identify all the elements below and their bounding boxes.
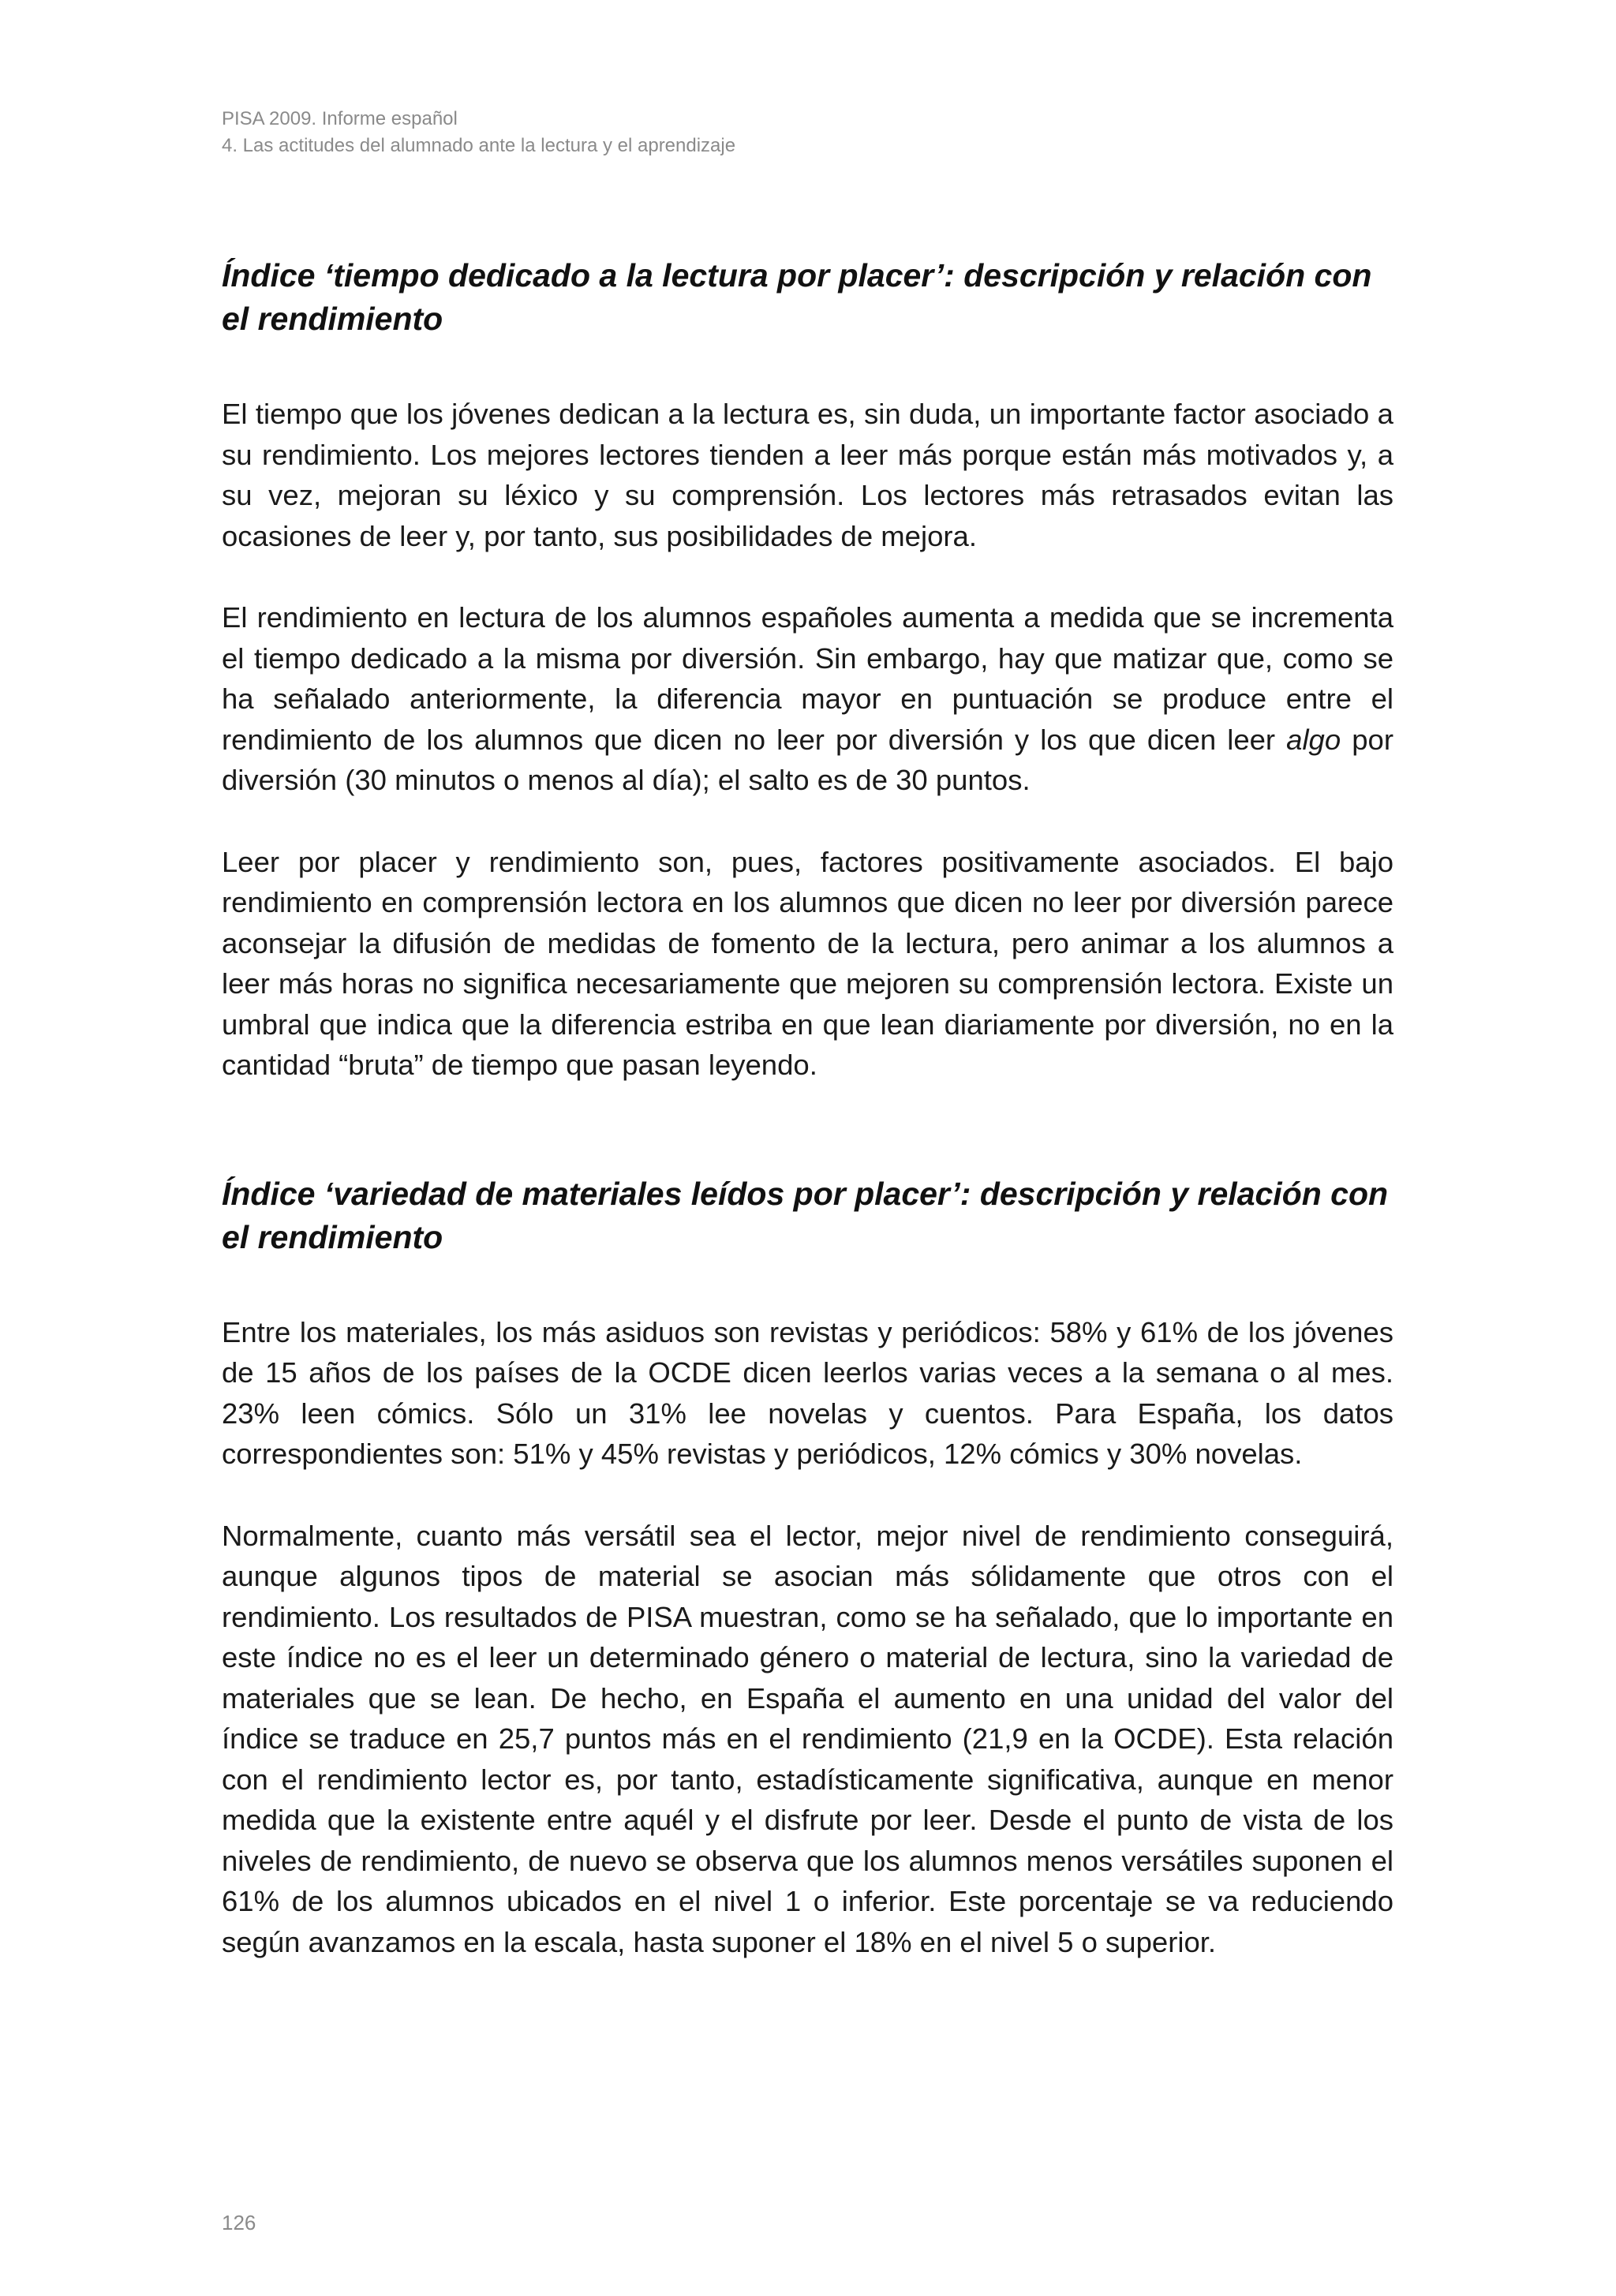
italic-word: algo <box>1286 723 1341 756</box>
paragraph-materials-stats: Entre los materiales, los más asiduos son revistas y periódicos: 58% y 61% de los jóvenes de 15 años de los países de la OCDE dicen leerlos varias veces a la semana o al mes. 23% leen cómics. Sólo un 31% lee novelas y cuentos. Para España, los datos correspondientes son: 51% y 45% revistas y periódicos, 12% cómics y 30% novelas. <box>222 1315 1393 1470</box>
page-content <box>222 254 1393 1962</box>
running-header <box>222 106 735 159</box>
section-heading-reading-time: Índice ‘tiempo dedicado a la lectura por placer’: descripción y relación con el rendimiento <box>222 257 1372 337</box>
header-chapter-title: 4. Las actitudes del alumnado ante la lectura y el aprendizaje <box>222 135 736 156</box>
page-number: 126 <box>222 2211 256 2234</box>
header-report-title: PISA 2009. Informe español <box>222 108 458 129</box>
paragraph-reading-pleasure: Leer por placer y rendimiento son, pues, factores positivamente asociados. El bajo rendimiento en comprensión lectora en los alumnos que dicen no leer por diversión parece aconsejar la difusión de medidas de fomento de la lectura, pero animar a los alumnos a leer más horas no significa necesariamente que mejoren su comprensión lectora. Existe un umbral que indica que la diferencia estriba en que lean diariamente por diversión, no en la cantidad “bruta” de tiempo que pasan leyendo. <box>222 845 1393 1081</box>
paragraph-versatility: Normalmente, cuanto más versátil sea el lector, mejor nivel de rendimiento conseguirá, aunque algunos tipos de material se asocian más sólidamente que otros con el rendimiento. Los resultados de PISA muestran, como se ha señalado, que lo importante en este índice no es el leer un determinado género o material de lectura, sino la variedad de materiales que se lean. De hecho, en España el aumento en una unidad del valor del índice se traduce en 25,7 puntos más en el rendimiento (21,9 en la OCDE). Esta relación con el rendimiento lector es, por tanto, estadísticamente significativa, aunque en menor medida que la existente entre aquél y el disfrute por leer. Desde el punto de vista de los niveles de rendimiento, de nuevo se observa que los alumnos menos versátiles suponen el 61% de los alumnos ubicados en el nivel 1 o inferior. Este porcentaje se va reduciendo según avanzamos en la escala, hasta suponer el 18% en el nivel 5 o superior. <box>222 1519 1393 1958</box>
paragraph-text: El rendimiento en lectura de los alumnos españoles aumenta a medida que se incrementa el tiempo dedicado a la misma por diversión. Sin embargo, hay que matizar que, como se ha señalado anteriormente, la diferencia mayor en puntuación se produce entre el rendimiento de los alumnos que dicen no leer por diversión y los que dicen leer <box>222 601 1393 756</box>
paragraph-reading-time-factor: El tiempo que los jóvenes dedican a la lectura es, sin duda, un importante factor asociado a su rendimiento. Los mejores lectores tienden a leer más porque están más motivados y, a su vez, mejoran su léxico y su comprensión. Los lectores más retrasados evitan las ocasiones de leer y, por tanto, sus posibilidades de mejora. <box>222 398 1393 552</box>
paragraph-text-tail: por diversión (30 minutos o menos al día); el salto es de 30 puntos. <box>222 723 1393 796</box>
paragraph-reading-performance <box>222 597 1393 801</box>
section-heading-material-variety: Índice ‘variedad de materiales leídos por placer’: descripción y relación con el rendimiento <box>222 1175 1389 1255</box>
